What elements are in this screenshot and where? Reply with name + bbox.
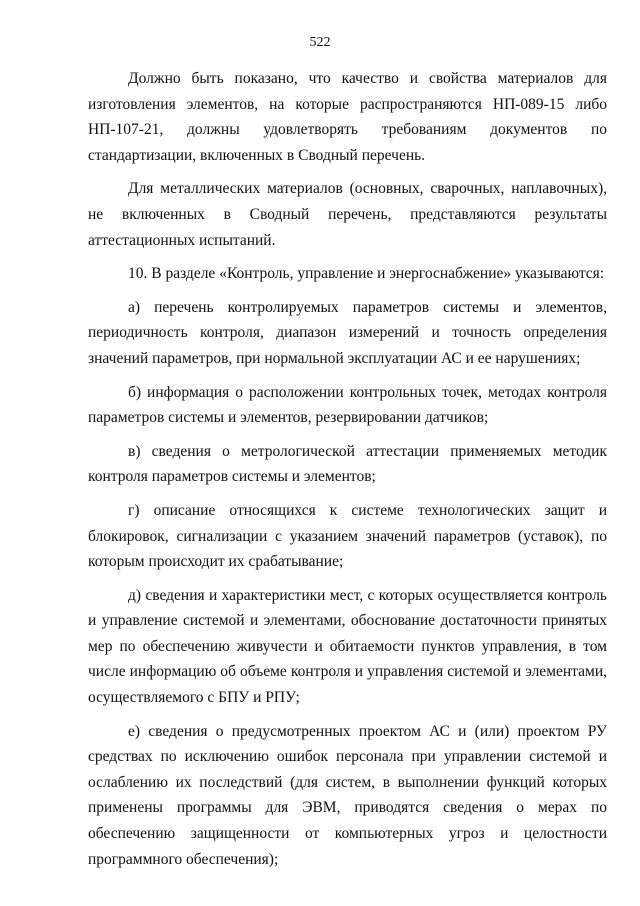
list-item-g: г) описание относящихся к системе технологических защит и блокировок, сигнализации с указанием значений параметров (уставок), по которым происходит их срабатывание; <box>88 501 607 571</box>
page-number: 522 <box>309 35 331 50</box>
paragraph-metallic-materials: Для металлических материалов (основных, сварочных, наплавочных), не включенных в Сводный перечень, представляются результаты аттестационных испытаний. <box>88 180 607 249</box>
list-item-a: а) перечень контролируемых параметров системы и элементов, периодичность контроля, диапазон измерений и точность определения значений параметров, при нормальной эксплуатации АС и ее нарушениях; <box>88 298 607 367</box>
paragraph-materials-quality: Должно быть показано, что качество и свойства материалов для изготовления элементов, на которые распространяются НП-089-15 либо НП-107-21, должны удовлетворять требованиям документов по стандартизации, включенных в Сводный перечень. <box>88 70 607 164</box>
paragraph-section-10-heading: 10. В разделе «Контроль, управление и энергоснабжение» указываются: <box>128 265 605 283</box>
list-item-v: в) сведения о метрологической аттестации применяемых методик контроля параметров системы и элементов; <box>88 442 607 486</box>
list-item-b: б) информация о расположении контрольных точек, методах контроля параметров системы и элементов, резервировании датчиков; <box>88 383 607 427</box>
list-item-e: е) сведения о предусмотренных проектом АС и (или) проектом РУ средствах по исключению ошибок персонала при управлении системой и ослаблению их последствий (для систем, в выполнении функций которых применены программы для ЭВМ, приводятся сведения о мерах по обеспечению защищенности от компьютерных угроз и целостности программного обеспечения); <box>88 722 607 868</box>
document-body <box>88 66 607 880</box>
list-item-d: д) сведения и характеристики мест, с которых осуществляется контроль и управление системой и элементами, обоснование достаточности принятых мер по обеспечению живучести и обитаемости пунктов управления, в том числе информацию об объеме контроля и управления системой и элементами, осуществляемого с БПУ и РПУ; <box>88 586 607 707</box>
